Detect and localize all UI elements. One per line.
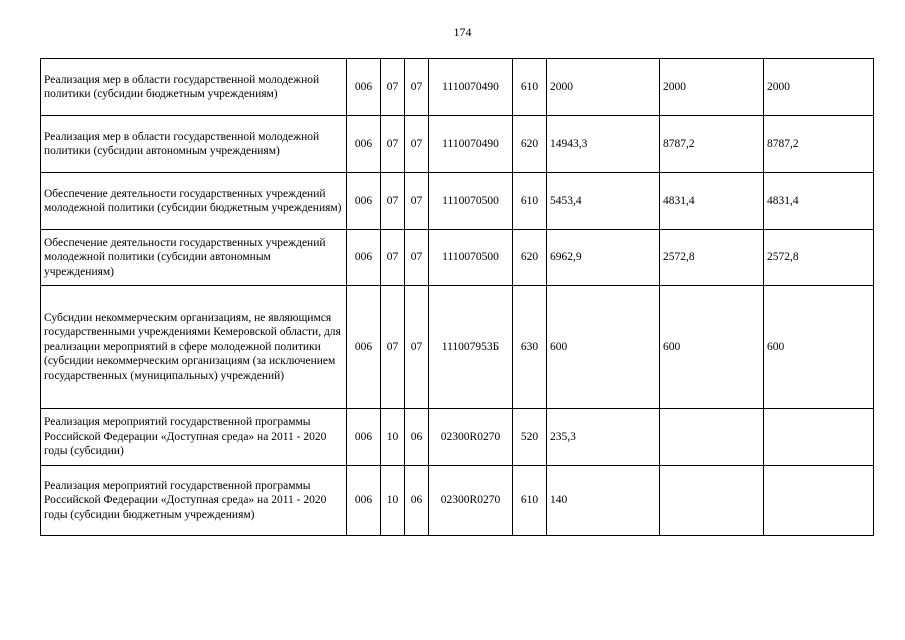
table-row: [41, 116, 874, 173]
expense-type-cell: 620: [513, 230, 547, 286]
section-code-cell: 07: [381, 230, 405, 286]
amount-cell: 600: [764, 286, 874, 409]
subsection-code-cell: 06: [405, 409, 429, 466]
ministry-code-cell: 006: [347, 286, 381, 409]
table-row: [41, 173, 874, 230]
page-number: 174: [453, 25, 472, 39]
amount-cell: 14943,3: [547, 116, 660, 173]
target-code-cell: 1110070490: [429, 116, 513, 173]
amount-cell: 4831,4: [660, 173, 764, 230]
amount-cell: 600: [660, 286, 764, 409]
amount-cell: 5453,4: [547, 173, 660, 230]
expense-type-cell: 610: [513, 173, 547, 230]
amount-cell: 2000: [764, 59, 874, 116]
amount-cell: 600: [547, 286, 660, 409]
item-name-cell: Обеспечение деятельности государственных учреждений молодежной политики (субсидии бюджетным учреждениям): [41, 173, 347, 230]
amount-cell: 8787,2: [660, 116, 764, 173]
target-code-cell: 1110070500: [429, 173, 513, 230]
ministry-code-cell: 006: [347, 173, 381, 230]
table-row: [41, 230, 874, 286]
target-code-cell: 1110070490: [429, 59, 513, 116]
target-code-cell: 111007953Б: [429, 286, 513, 409]
table-row: [41, 286, 874, 409]
section-code-cell: 07: [381, 286, 405, 409]
subsection-code-cell: 06: [405, 466, 429, 536]
subsection-code-cell: 07: [405, 116, 429, 173]
amount-cell: 235,3: [547, 409, 660, 466]
expense-type-cell: 520: [513, 409, 547, 466]
section-code-cell: 07: [381, 59, 405, 116]
ministry-code-cell: 006: [347, 409, 381, 466]
amount-cell: 2572,8: [660, 230, 764, 286]
table-row: [41, 409, 874, 466]
expense-type-cell: 630: [513, 286, 547, 409]
table-row: [41, 466, 874, 536]
expense-type-cell: 610: [513, 59, 547, 116]
amount-cell: 4831,4: [764, 173, 874, 230]
budget-table: [40, 58, 874, 536]
amount-cell: 6962,9: [547, 230, 660, 286]
expense-type-cell: 610: [513, 466, 547, 536]
section-code-cell: 07: [381, 116, 405, 173]
section-code-cell: 10: [381, 409, 405, 466]
section-code-cell: 07: [381, 173, 405, 230]
expense-type-cell: 620: [513, 116, 547, 173]
item-name-cell: Обеспечение деятельности государственных учреждений молодежной политики (субсидии автономным учреждениям): [41, 230, 347, 286]
item-name-cell: Реализация мероприятий государственной программы Российской Федерации «Доступная среда» на 2011 - 2020 годы (субсидии бюджетным учреждениям): [41, 466, 347, 536]
amount-cell: 2572,8: [764, 230, 874, 286]
amount-cell: 2000: [547, 59, 660, 116]
target-code-cell: 02300R0270: [429, 409, 513, 466]
section-code-cell: 10: [381, 466, 405, 536]
amount-cell: [660, 409, 764, 466]
subsection-code-cell: 07: [405, 286, 429, 409]
amount-cell: 2000: [660, 59, 764, 116]
subsection-code-cell: 07: [405, 173, 429, 230]
ministry-code-cell: 006: [347, 230, 381, 286]
item-name-cell: Субсидии некоммерческим организациям, не являющимся государственными учреждениями Кемеровской области, для реализации мероприятий в сфере молодежной политики (субсидии некоммерческим организациям (за исключением государственных (муниципальных) учреждений): [41, 286, 347, 409]
target-code-cell: 02300R0270: [429, 466, 513, 536]
item-name-cell: Реализация мер в области государственной молодежной политики (субсидии автономным учреждениям): [41, 116, 347, 173]
subsection-code-cell: 07: [405, 59, 429, 116]
budget-table-body: [41, 59, 874, 536]
ministry-code-cell: 006: [347, 59, 381, 116]
amount-cell: 140: [547, 466, 660, 536]
amount-cell: [764, 466, 874, 536]
table-row: [41, 59, 874, 116]
target-code-cell: 1110070500: [429, 230, 513, 286]
subsection-code-cell: 07: [405, 230, 429, 286]
ministry-code-cell: 006: [347, 116, 381, 173]
amount-cell: [764, 409, 874, 466]
amount-cell: 8787,2: [764, 116, 874, 173]
item-name-cell: Реализация мер в области государственной молодежной политики (субсидии бюджетным учреждениям): [41, 59, 347, 116]
ministry-code-cell: 006: [347, 466, 381, 536]
item-name-cell: Реализация мероприятий государственной программы Российской Федерации «Доступная среда» на 2011 - 2020 годы (субсидии): [41, 409, 347, 466]
amount-cell: [660, 466, 764, 536]
